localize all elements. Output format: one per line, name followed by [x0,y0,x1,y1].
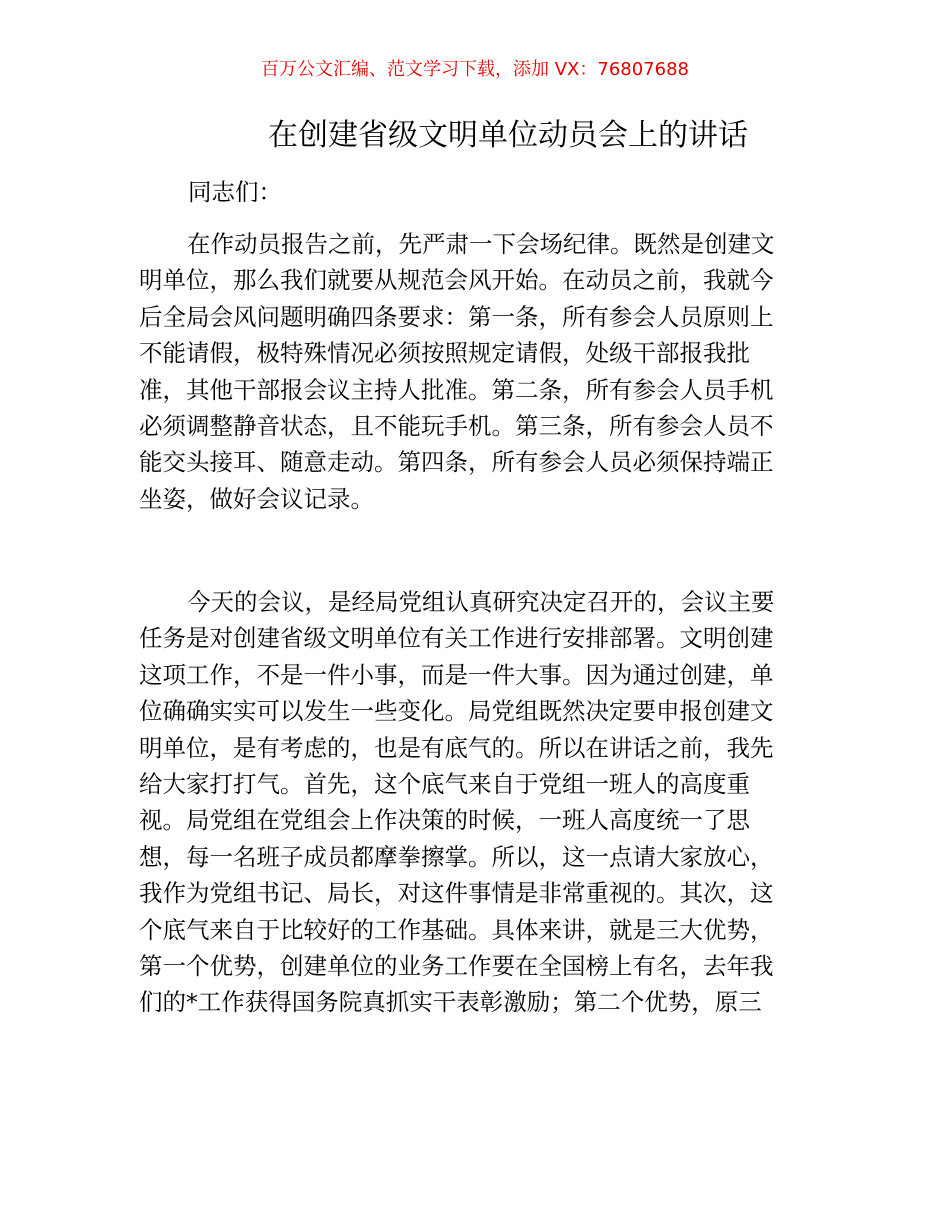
paragraph-line: 这项工作，不是一件小事，而是一件大事。因为通过创建，单 [139,660,774,689]
paragraph-line: 坐姿，做好会议记录。 [139,484,374,513]
paragraph-line: 任务是对创建省级文明单位有关工作进行安排部署。文明创建 [139,624,774,653]
paragraph-line: 在作动员报告之前，先严肃一下会场纪律。既然是创建文 [187,230,775,258]
paragraph-line: 明单位，那么我们就要从规范会风开始。在动员之前，我就今 [139,266,774,295]
paragraph-line: 个底气来自于比较好的工作基础。具体来讲，就是三大优势， [139,915,774,944]
paragraph-line: 不能请假，极特殊情况必须按照规定请假，处级干部报我批 [139,339,750,368]
paragraph-line: 位确确实实可以发生一些变化。局党组既然决定要申报创建文 [139,697,774,726]
paragraph-line: 明单位，是有考虑的，也是有底气的。所以在讲话之前，我先 [139,733,774,762]
paragraph-line: 给大家打打气。首先，这个底气来自于党组一班人的高度重 [139,769,750,798]
paragraph-line: 能交头接耳、随意走动。第四条，所有参会人员必须保持端正 [139,448,774,477]
salutation: 同志们： [188,178,282,206]
document-title: 在创建省级文明单位动员会上的讲话 [268,118,748,153]
paragraph-2 [139,584,819,1021]
promo-banner: 百万公文汇编、范文学习下载，添加 VX：76807688 [261,59,689,80]
paragraph-line: 第一个优势，创建单位的业务工作要在全国榜上有名，去年我 [139,951,774,980]
paragraph-line: 我作为党组书记、局长，对这件事情是非常重视的。其次，这 [139,879,774,908]
paragraph-line: 想，每一名班子成员都摩拳擦掌。所以，这一点请大家放心， [139,842,774,871]
paragraph-line: 必须调整静音状态，且不能玩手机。第三条，所有参会人员不 [139,411,774,440]
paragraph-line: 视。局党组在党组会上作决策的时候，一班人高度统一了思 [139,806,750,835]
paragraph-1 [139,226,819,517]
paragraph-line: 准，其他干部报会议主持人批准。第二条，所有参会人员手机 [139,375,774,404]
paragraph-line: 今天的会议，是经局党组认真研究决定召开的，会议主要 [187,588,775,616]
paragraph-line: 后全局会风问题明确四条要求：第一条，所有参会人员原则上 [139,302,774,331]
paragraph-line: 们的*工作获得国务院真抓实干表彰激励；第二个优势，原三 [139,988,762,1017]
